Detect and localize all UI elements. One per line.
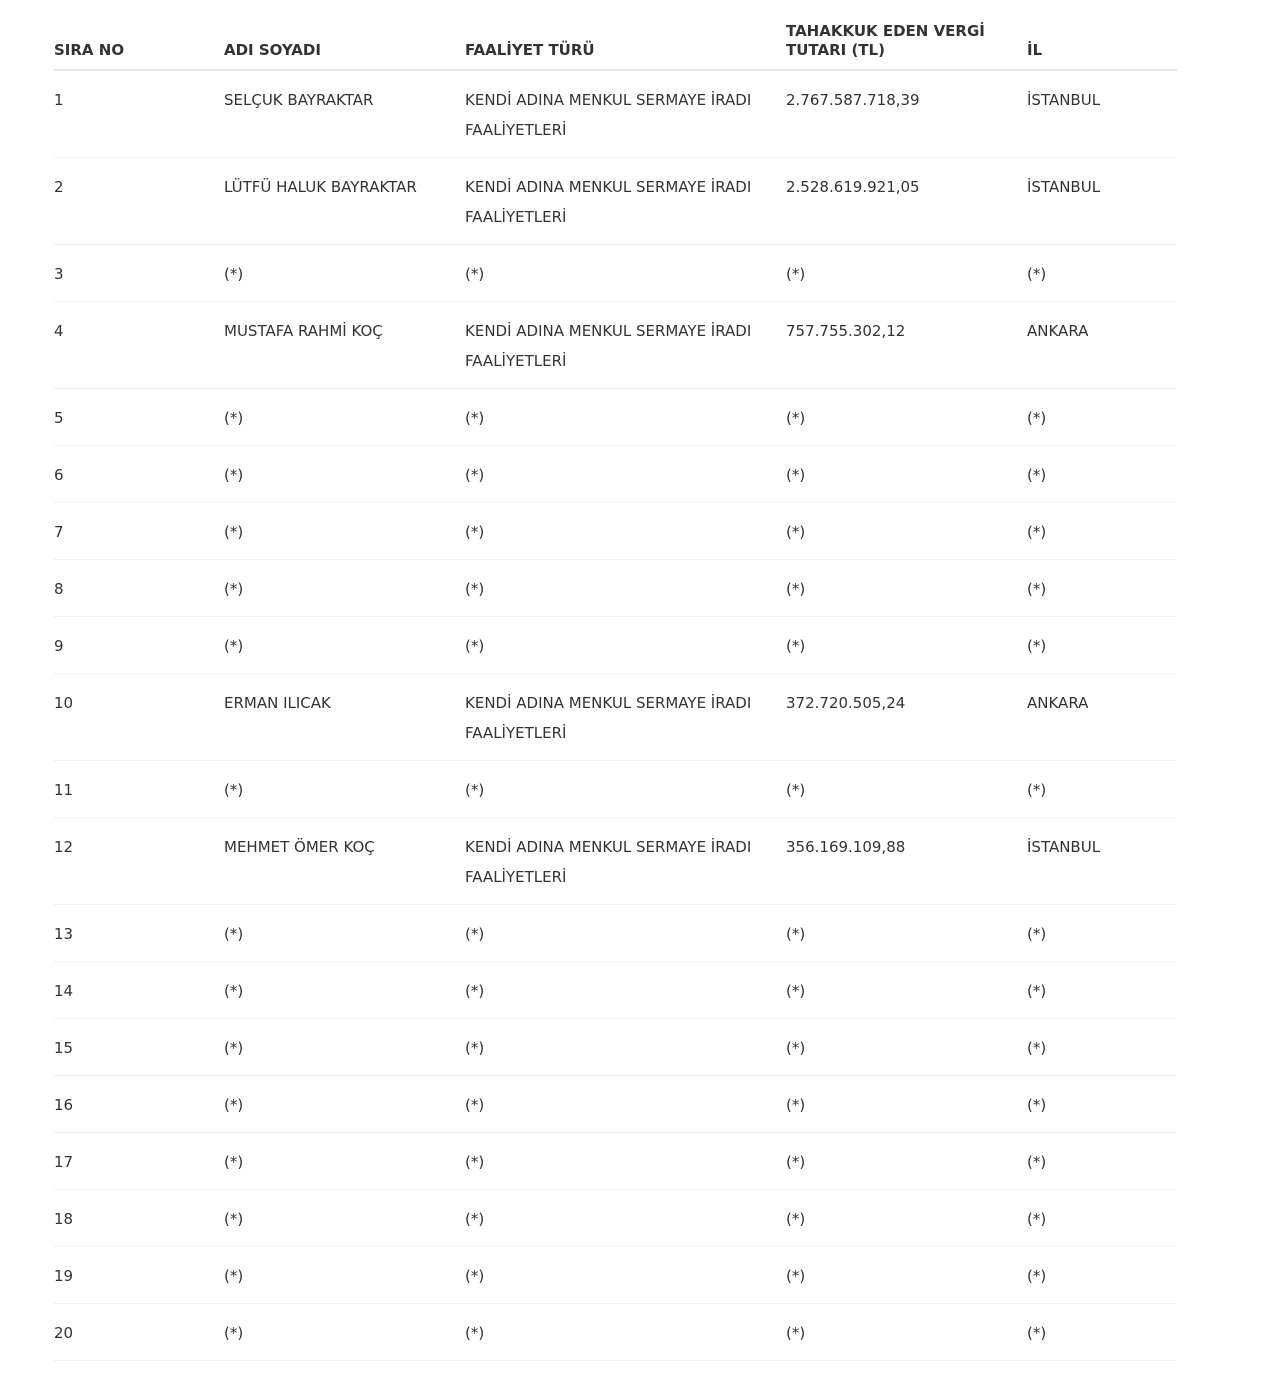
cell-name: (*) [224, 780, 244, 799]
cell-city: (*) [1027, 1266, 1047, 1285]
table-row [54, 388, 1177, 445]
table-row [54, 244, 1177, 301]
cell-activity: (*) [465, 579, 485, 598]
cell-city: İSTANBUL [1027, 91, 1101, 109]
cell-activity: (*) [465, 780, 485, 799]
cell-activity: (*) [465, 924, 485, 943]
cell-tax: 2.528.619.921,05 [786, 177, 920, 196]
cell-city: İSTANBUL [1027, 837, 1101, 856]
cell-tax: (*) [786, 780, 806, 799]
cell-tax: (*) [786, 1266, 806, 1285]
cell-activity: (*) [465, 264, 485, 283]
tax-table-container [54, 0, 1177, 1361]
cell-name: (*) [224, 264, 244, 283]
cell-activity: KENDİ ADINA MENKUL SERMAYE İRADI FAALİYETLERİ [465, 693, 752, 742]
table-row [54, 1018, 1177, 1075]
cell-name: MUSTAFA RAHMİ KOÇ [224, 321, 383, 340]
table-row [54, 904, 1177, 961]
cell-no: 10 [54, 693, 74, 712]
cell-activity: (*) [465, 408, 485, 427]
cell-tax: (*) [786, 579, 806, 598]
cell-no: 3 [54, 264, 64, 283]
cell-tax: (*) [786, 1095, 806, 1114]
table-row [54, 616, 1177, 673]
cell-no: 1 [54, 91, 64, 109]
header-row [54, 0, 1177, 70]
cell-name: LÜTFÜ HALUK BAYRAKTAR [224, 177, 417, 196]
cell-activity: (*) [465, 1266, 485, 1285]
cell-name: SELÇUK BAYRAKTAR [224, 91, 374, 109]
header-vergi-tutari: TAHAKKUK EDEN VERGİ TUTARI (TL) [786, 22, 985, 59]
table-row [54, 502, 1177, 559]
cell-tax: 356.169.109,88 [786, 837, 906, 856]
cell-tax: (*) [786, 1209, 806, 1228]
cell-activity: (*) [465, 522, 485, 541]
cell-city: (*) [1027, 1095, 1047, 1114]
cell-no: 9 [54, 636, 64, 655]
cell-name: (*) [224, 1209, 244, 1228]
cell-name: (*) [224, 408, 244, 427]
cell-name: (*) [224, 924, 244, 943]
cell-city: (*) [1027, 780, 1047, 799]
table-row [54, 301, 1177, 388]
cell-name: (*) [224, 465, 244, 484]
cell-no: 20 [54, 1323, 74, 1342]
cell-city: (*) [1027, 465, 1047, 484]
cell-no: 19 [54, 1266, 74, 1285]
cell-no: 11 [54, 780, 74, 799]
header-faaliyet-turu: FAALİYET TÜRÜ [465, 41, 595, 59]
cell-activity: KENDİ ADINA MENKUL SERMAYE İRADI FAALİYETLERİ [465, 321, 752, 370]
table-header [54, 0, 1177, 70]
cell-name: ERMAN ILICAK [224, 693, 331, 712]
cell-no: 13 [54, 924, 74, 943]
cell-no: 4 [54, 321, 64, 340]
cell-activity: KENDİ ADINA MENKUL SERMAYE İRADI FAALİYETLERİ [465, 177, 752, 226]
cell-name: (*) [224, 579, 244, 598]
cell-city: (*) [1027, 924, 1047, 943]
cell-no: 2 [54, 177, 64, 196]
cell-tax: (*) [786, 636, 806, 655]
cell-city: (*) [1027, 408, 1047, 427]
cell-tax: (*) [786, 264, 806, 283]
cell-name: (*) [224, 522, 244, 541]
cell-name: (*) [224, 1095, 244, 1114]
cell-city: (*) [1027, 1323, 1047, 1342]
cell-activity: KENDİ ADINA MENKUL SERMAYE İRADI FAALİYETLERİ [465, 91, 752, 139]
table-row [54, 559, 1177, 616]
cell-activity: (*) [465, 1323, 485, 1342]
cell-tax: (*) [786, 1323, 806, 1342]
table-row [54, 817, 1177, 904]
cell-tax: (*) [786, 1152, 806, 1171]
cell-activity: KENDİ ADINA MENKUL SERMAYE İRADI FAALİYETLERİ [465, 837, 752, 886]
cell-no: 14 [54, 981, 74, 1000]
header-adi-soyadi: ADI SOYADI [224, 41, 321, 59]
cell-name: (*) [224, 636, 244, 655]
cell-activity: (*) [465, 981, 485, 1000]
cell-tax: (*) [786, 981, 806, 1000]
cell-activity: (*) [465, 1095, 485, 1114]
cell-no: 12 [54, 837, 74, 856]
cell-name: (*) [224, 1266, 244, 1285]
cell-no: 6 [54, 465, 64, 484]
cell-no: 18 [54, 1209, 74, 1228]
table-row [54, 1189, 1177, 1246]
header-sira-no: SIRA NO [54, 41, 125, 59]
cell-name: (*) [224, 981, 244, 1000]
cell-tax: (*) [786, 522, 806, 541]
cell-tax: (*) [786, 924, 806, 943]
cell-city: (*) [1027, 981, 1047, 1000]
cell-tax: (*) [786, 408, 806, 427]
table-row [54, 1132, 1177, 1189]
cell-tax: 757.755.302,12 [786, 321, 906, 340]
cell-city: (*) [1027, 522, 1047, 541]
table-body [54, 70, 1177, 1360]
cell-city: İSTANBUL [1027, 177, 1101, 196]
table-row [54, 157, 1177, 244]
cell-city: (*) [1027, 1209, 1047, 1228]
table-row [54, 70, 1177, 157]
cell-city: (*) [1027, 264, 1047, 283]
table-row [54, 1075, 1177, 1132]
cell-name: MEHMET ÖMER KOÇ [224, 837, 375, 856]
tax-table [54, 0, 1177, 1361]
cell-no: 8 [54, 579, 64, 598]
cell-city: (*) [1027, 1038, 1047, 1057]
cell-no: 17 [54, 1152, 74, 1171]
cell-tax: 2.767.587.718,39 [786, 91, 920, 109]
cell-name: (*) [224, 1323, 244, 1342]
cell-no: 7 [54, 522, 64, 541]
cell-tax: (*) [786, 1038, 806, 1057]
table-row [54, 445, 1177, 502]
cell-no: 5 [54, 408, 64, 427]
table-row [54, 1303, 1177, 1360]
header-il: İL [1027, 41, 1043, 59]
cell-city: ANKARA [1027, 321, 1089, 340]
cell-city: (*) [1027, 636, 1047, 655]
table-row [54, 673, 1177, 760]
cell-tax: 372.720.505,24 [786, 693, 906, 712]
cell-city: (*) [1027, 579, 1047, 598]
cell-tax: (*) [786, 465, 806, 484]
cell-activity: (*) [465, 1152, 485, 1171]
cell-name: (*) [224, 1038, 244, 1057]
cell-activity: (*) [465, 1038, 485, 1057]
cell-activity: (*) [465, 465, 485, 484]
cell-city: (*) [1027, 1152, 1047, 1171]
table-row [54, 760, 1177, 817]
cell-no: 15 [54, 1038, 74, 1057]
cell-activity: (*) [465, 1209, 485, 1228]
table-row [54, 1246, 1177, 1303]
cell-city: ANKARA [1027, 693, 1089, 712]
cell-no: 16 [54, 1095, 74, 1114]
cell-activity: (*) [465, 636, 485, 655]
cell-name: (*) [224, 1152, 244, 1171]
table-row [54, 961, 1177, 1018]
